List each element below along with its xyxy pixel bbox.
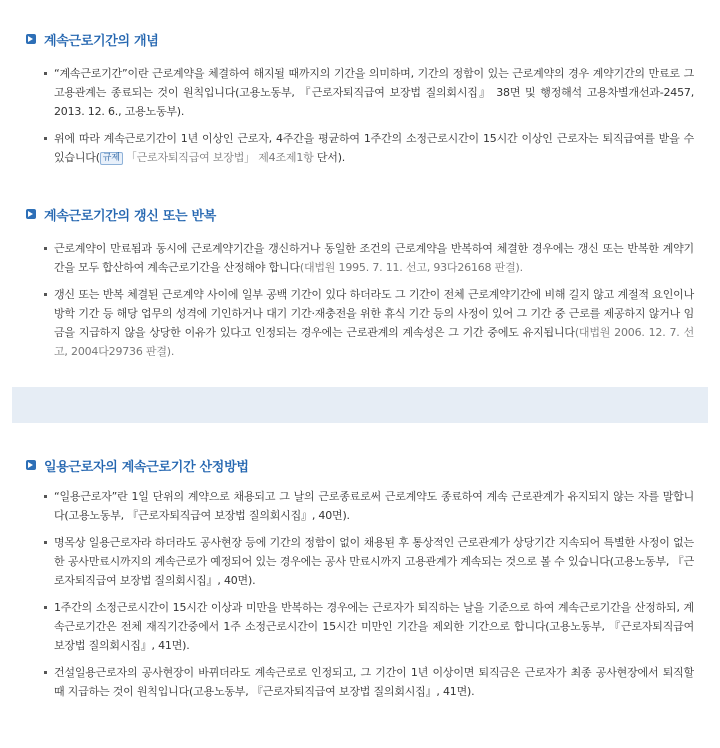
list-item: “일용근로자”란 1일 단위의 계약으로 채용되고 그 날의 근로종료로써 근로계약도 종료하여 계속 근로관계가 유지되지 않는 자를 말합니다(고용노동부, 『근로자퇴직급여 보장법 질의회시집』, 40면). xyxy=(44,487,694,525)
play-bullet-icon xyxy=(26,34,36,44)
section-heading-daily-workers xyxy=(26,455,249,475)
section-title: 계속근로기간의 개념 xyxy=(44,33,159,49)
bullet-list-daily-workers xyxy=(44,487,694,701)
section-heading-renewal xyxy=(26,204,216,224)
list-item: 1주간의 소정근로시간이 15시간 이상과 미만을 반복하는 경우에는 근로자가 퇴직하는 날을 기준으로 하여 계속근로기간을 산정하되, 계속근로기간은 전체 재직기간중에서 1주 소정근로시간이 15시간 미만인 기간을 제외한 기간으로 합니다(고용노동부, 『근로자퇴직급여 보장법 질의회시집』, 41면). xyxy=(44,598,694,655)
item-text: 갱신 또는 반복 체결된 근로계약 사이에 일부 공백 기간이 있다 하더라도 그 기간이 전체 근로계약기간에 비해 길지 않고 계절적 요인이나 방학 기간 등 해당 업무의 성격에 기인하거나 대기 기간·재충전을 위한 휴식 기간 등의 사정이 있어 그 기간 중 근로를 제공하지 않거나 임금을 지급하지 않을 상당한 이유가 있다고 인정되는 경우에는 근로관계의 계속성은 그 기간 중에도 유지됩니다 xyxy=(54,288,694,339)
bullet-list-renewal xyxy=(44,239,694,361)
case-citation: (대법원 1995. 7. 11. 선고, 93다26168 판결). xyxy=(299,261,523,274)
list-item: “계속근로기간”이란 근로계약을 체결하여 해지될 때까지의 기간을 의미하며, 기간의 정함이 있는 근로계약의 경우 계약기간의 만료로 그 고용관계는 종료되는 것이 원칙입니다(고용노동부, 『근로자퇴직급여 보장법 질의회시집』 38면 및 행정해석 고용차별개선과-2457, 2013. 12. 6., 고용노동부). xyxy=(44,64,694,121)
play-bullet-icon xyxy=(26,209,36,219)
list-item: 건설일용근로자의 공사현장이 바뀌더라도 계속근로로 인정되고, 그 기간이 1년 이상이면 퇴직금은 근로자가 최종 공사현장에서 퇴직할 때 지급하는 것이 원칙입니다(고용노동부, 『근로자퇴직급여 보장법 질의회시집』, 41면). xyxy=(44,663,694,701)
play-bullet-icon xyxy=(26,460,36,470)
section-title: 계속근로기간의 갱신 또는 반복 xyxy=(44,208,217,224)
item-text: 위에 따라 계속근로기간이 1년 이상인 근로자, 4주간을 평균하여 1주간의 소정근로시간이 15시간 이상인 근로자는 퇴직급여를 받을 수 있습니다( xyxy=(54,132,694,164)
list-item xyxy=(44,285,694,361)
regulation-badge[interactable]: 규제 xyxy=(100,152,123,165)
section-title: 일용근로자의 계속근로기간 산정방법 xyxy=(44,459,249,475)
section-heading-concept xyxy=(26,29,159,49)
case-citation: (대법원 2006. 12. 7. 선고, 2004다29736 판결). xyxy=(54,326,694,358)
item-text: 단서). xyxy=(313,151,346,164)
cases-banner xyxy=(12,387,708,423)
list-item xyxy=(44,129,694,167)
item-text: 근로계약이 만료됨과 동시에 근로계약기간을 갱신하거나 동일한 조건의 근로계약을 반복하여 체결한 경우에는 갱신 또는 반복한 계약기간을 모두 합산하여 계속근로기간을 산정해야 합니다 xyxy=(54,242,694,274)
law-reference-link[interactable]: 「근로자퇴직급여 보장법」 제4조제1항 xyxy=(125,151,314,164)
bullet-list-concept xyxy=(44,64,694,167)
list-item xyxy=(44,239,694,277)
list-item: 명목상 일용근로자라 하더라도 공사현장 등에 기간의 정함이 없이 채용된 후 통상적인 근로관계가 상당기간 지속되어 특별한 사정이 없는 한 공사만료시까지의 계속근로가 예정되어 있는 경우에는 공사 만료시까지 고용관계가 계속되는 것으로 볼 수 있습니다(고용노동부, 『근로자퇴직급여 보장법 질의회시집』, 40면). xyxy=(44,533,694,590)
